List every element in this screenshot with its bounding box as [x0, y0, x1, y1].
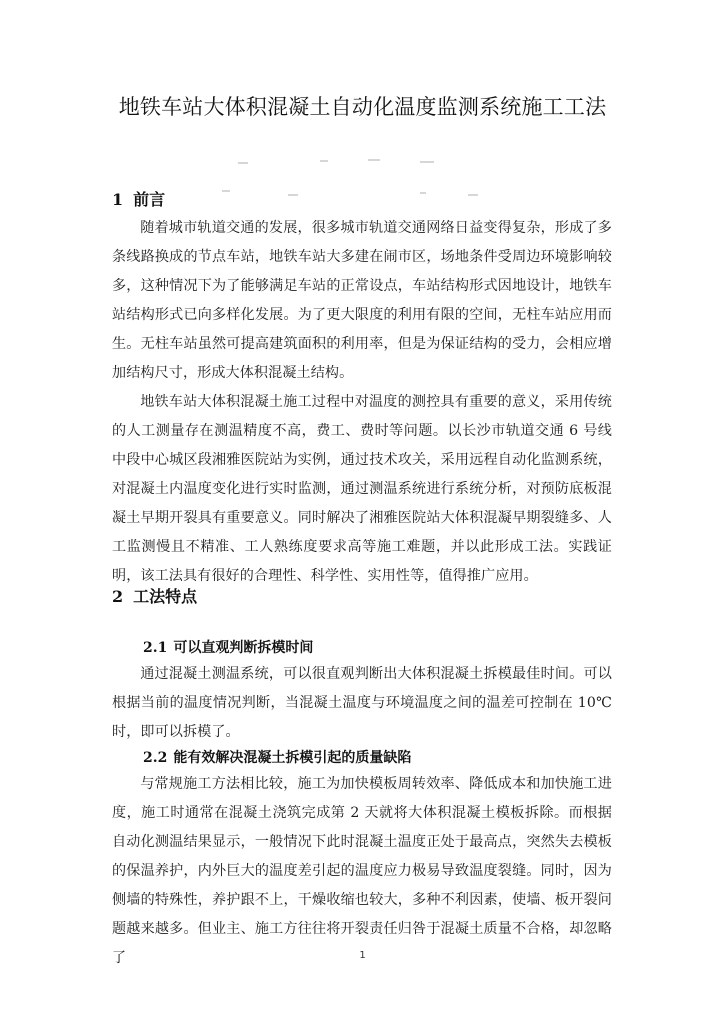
- scan-artifact: [468, 194, 478, 196]
- scan-artifact: [288, 194, 298, 196]
- paragraph: 地铁车站大体积混凝土施工过程中对温度的测控具有重要的意义，采用传统的人工测量存在测温精度不高，费工、费时等问题。以长沙市轨道交通 6 号线中段中心城区段湘雅医院站为实例，通过技术攻关，采用远程自动化监测系统，对混凝土内温度变化进行实时监测，通过测温系统进行系统分析，对预防底板混凝土早期开裂具有重要意义。同时解决了湘雅医院站大体积混凝早期裂缝多、人工监测慢且不精准、工人熟练度要求高等施工难题，并以此形成工法。实践证明，该工法具有很好的合理性、科学性、实用性等，值得推广应用。: [112, 394, 612, 584]
- scan-artifact: [420, 161, 434, 163]
- subsection-title: 可以直观判断拆模时间: [173, 640, 314, 656]
- section-number: 1: [112, 190, 124, 209]
- scan-artifact: [420, 192, 426, 194]
- subsection-heading: [143, 637, 313, 659]
- scan-artifact: [368, 159, 380, 161]
- page-number: 1: [359, 950, 366, 961]
- subsection-number: 2.1: [143, 640, 168, 656]
- paragraph: 与常规施工方法相比较，施工为加快模板周转效率、降低成本和加快施工进度，施工时通常在混凝土浇筑完成第 2 天就将大体积混凝土模板拆除。而根据自动化测温结果显示，一般情况下此时混凝土温度正处于最高点，突然失去模板的保温养护，内外巨大的温度差引起的温度应力极易导致温度裂缝。同时，因为侧墙的特殊性，养护跟不上，干燥收缩也较大，多种不利因素，使墙、板开裂问题越来越多。但业主、施工方往往将开裂责任归咎于混凝土质量不合格，却忽略了: [112, 776, 612, 966]
- scan-artifact: [238, 162, 248, 164]
- paragraph: 随着城市轨道交通的发展，很多城市轨道交通网络日益变得复杂，形成了多条线路换成的节点车站，地铁车站大多建在闹市区，场地条件受周边环境影响较多，这种情况下为了能够满足车站的正常设点，车站结构形式因地设计，地铁车站结构形式已向多样化发展。为了更大限度的利用有限的空间，无柱车站应用而生。无柱车站虽然可提高建筑面积的利用率，但是为保证结构的受力，会相应增加结构尺寸，形成大体积混凝土结构。: [112, 220, 612, 381]
- section-number: 2: [112, 587, 124, 606]
- section-title: 前言: [133, 190, 166, 209]
- section-title: 工法特点: [133, 587, 198, 606]
- subsection-number: 2.2: [143, 750, 168, 766]
- scan-artifact: [222, 190, 230, 192]
- scan-artifact: [320, 160, 328, 162]
- section-heading: [112, 585, 197, 609]
- paragraph: 通过混凝土测温系统，可以很直观判断出大体积混凝土拆模最佳时间。可以根据当前的温度情况判断，当混凝土温度与环境温度之间的温差可控制在 10℃时，即可以拆模了。: [112, 666, 612, 740]
- section-heading: [112, 188, 165, 212]
- subsection-title: 能有效解决混凝土拆模引起的质量缺陷: [173, 750, 412, 766]
- subsection-heading: [143, 747, 411, 769]
- document-title: 地铁车站大体积混凝土自动化温度监测系统施工工法: [118, 95, 607, 119]
